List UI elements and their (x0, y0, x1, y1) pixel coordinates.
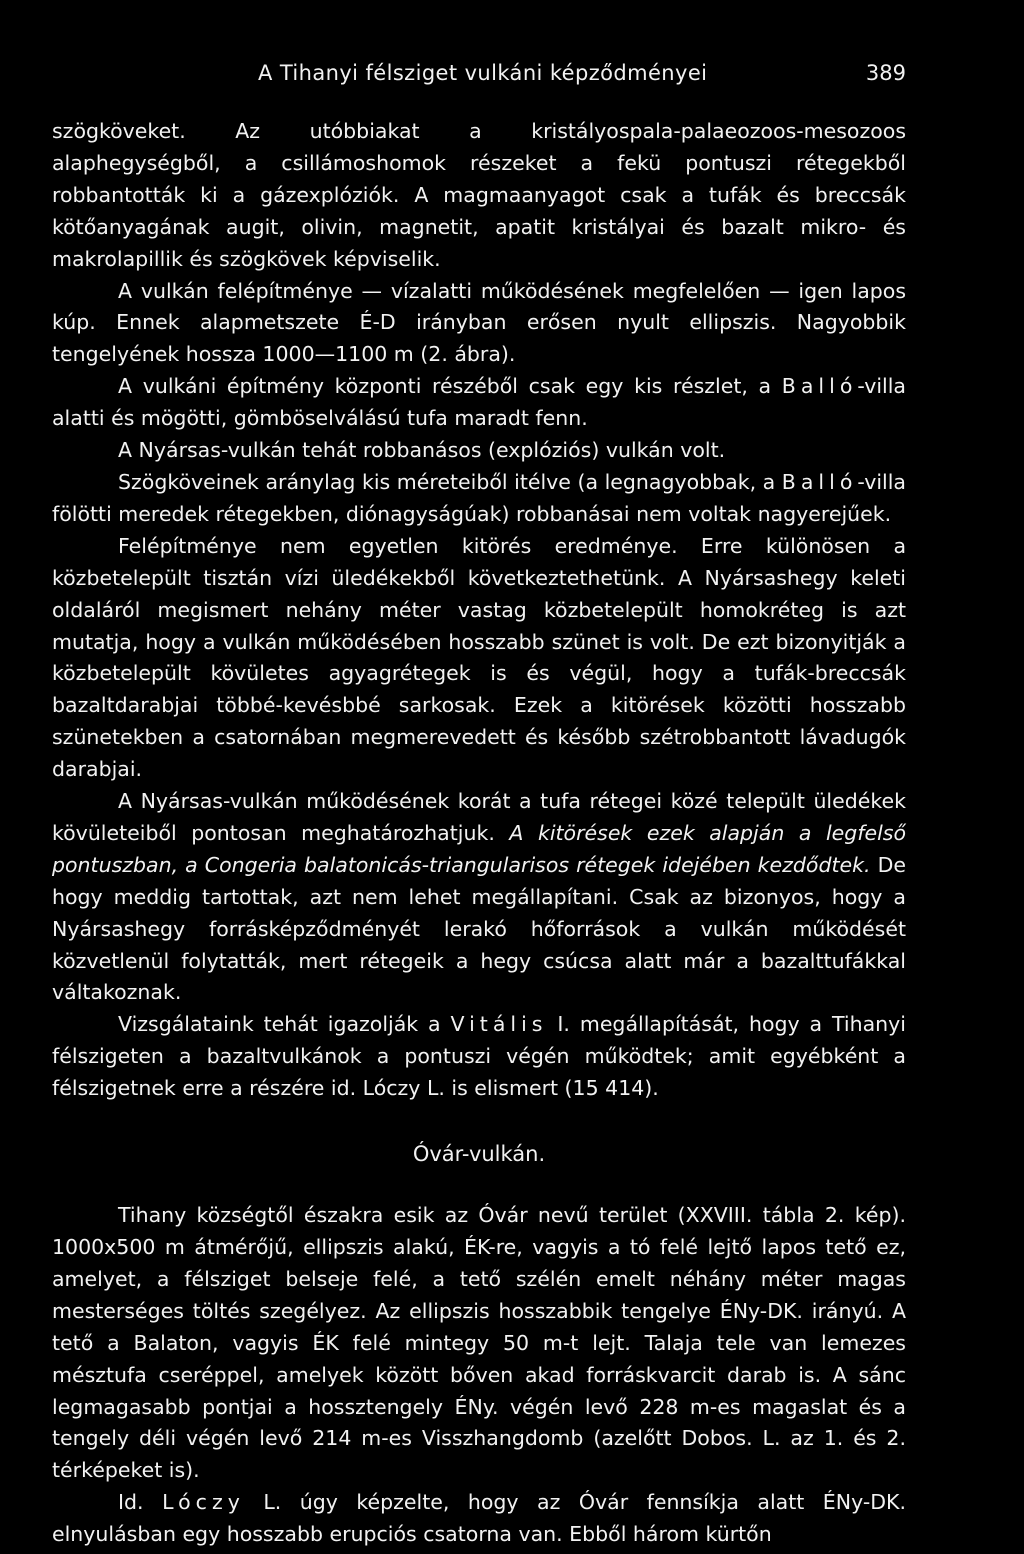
paragraph (52, 786, 906, 1009)
spaced-name: Balló (781, 374, 858, 399)
paragraph (52, 435, 906, 467)
running-header (258, 58, 906, 88)
spaced-name: Lóczy (162, 1490, 245, 1515)
text-run: De hogy meddig tartottak, azt nem lehet megállapítani. Csak az bizonyos, hogy a Nyársashegy forrásképződményét lerakó hőforrások a vulkán működését közvetlenül folytatták, mert rétegeik a hegy csúcsa alatt már a bazalttufákkal váltakoznak. (52, 852, 906, 1005)
text-run: -villa fölötti meredek rétegekben, diónagyságúak) robbanásai nem voltak nagyerejűek. (52, 469, 906, 526)
text-run: Felépítménye nem egyetlen kitörés eredménye. Erre különösen a közbetelepült tisztán vízi üledékekből következtethetünk. A Nyársashegy keleti oldaláról megismert nehány méter vastag közbetelepült homokréteg is azt mutatja, hogy a vulkán működésében hosszabb szünet is volt. De ezt bizonyitják a közbetelepült kövületes agyagrétegek is és végül, hogy a tufák-breccsák bazaltdarabjai többé-kevésbbé sarkosak. Ezek a kitörések közötti hosszabb szünetekben a csatornában megmerevedett és később szétrobbantott lávadugók darabjai. (52, 533, 906, 782)
paragraph (52, 531, 906, 786)
italic-text: A kitörések ezek alapján a legfelső pontuszban, a Congeria balatonicás-triangularisos rétegek idejében kezdődtek. (52, 820, 907, 877)
text-run: Id. (118, 1490, 163, 1515)
paragraph (52, 467, 906, 531)
paragraph (52, 1200, 906, 1487)
paragraph (52, 116, 906, 276)
text-run: -villa alatti és mögötti, gömböselválású tufa maradt fenn. (52, 374, 906, 431)
text-run: I. megállapítását, hogy a Tihanyi félszigeten a bazaltvulkánok a pontuszi végén működtek; amit egyébként a félszigetnek erre a részére id. Lóczy L. is elismert (15 414). (52, 1012, 906, 1101)
text-run: szögköveket. Az utóbbiakat a kristályospala-palaeozoos-mesozoos alaphegységből, a csillámoshomok részeket a fekü pontuszi rétegekből robbantották ki a gázexplóziók. A magmaanyagot csak a tufák és breccsák kötőanyagának augit, olivin, magnetit, apatit kristályai és bazalt mikro- és makrolapillik és szögkövek képviselik. (52, 119, 906, 271)
running-title: A Tihanyi félsziget vulkáni képződményei (258, 61, 708, 85)
text-run: A vulkán felépítménye — vízalatti működésének megfelelően — igen lapos kúp. Ennek alapmetszete É-D irányban erősen nyult ellipszis. Nagyobbik tengelyének hossza 1000—1100 m (2. ábra). (52, 278, 906, 367)
paragraphs-after (52, 1200, 906, 1551)
text-run: L. úgy képzelte, hogy az Óvár fennsíkja alatt ÉNy-DK. elnyulásban egy hosszabb erupciós csatorna van. Ebből három kürtőn (52, 1490, 907, 1547)
spaced-name: Vitális (450, 1012, 548, 1037)
body-text (52, 116, 906, 1551)
text-run: A Nyársas-vulkán tehát robbanásos (explóziós) vulkán volt. (118, 438, 726, 463)
paragraphs-before (52, 116, 906, 1105)
text-run: Vizsgálataink tehát igazolják a (118, 1012, 451, 1037)
paragraph (52, 276, 906, 372)
page-number: 389 (865, 61, 906, 85)
text-run: Szögköveinek aránylag kis méreteiből itélve (a legnagyobbak, a (118, 469, 782, 494)
paragraph (52, 371, 906, 435)
text-run: A Nyársas-vulkán működésének korát a tufa rétegei közé települt üledékek kövületeiből pontosan meghatározhatjuk. (52, 789, 906, 845)
text-run: Tihany községtől északra esik az Óvár nevű terület (XXVIII. tábla 2. kép). 1000x500 m átmérőjű, ellipszis alakú, ÉK-re, vagyis a tó felé lejtő lapos tető ez, amelyet, a félsziget belseje felé, a tető szélén emelt néhány méter magas mesterséges töltés szegélyez. Az ellipszis hosszabbik tengelye ÉNy-DK. irányú. A tető a Balaton, vagyis ÉK felé mintegy 50 m-t lejt. Talaja tele van lemezes mésztufa cseréppel, amelyek között bőven akad forráskvarcit darab is. A sánc legmagasabb pontjai a hossztengely ÉNy. végén levő 228 m-es magaslat és a tengely déli végén levő 214 m-es Visszhangdomb (azelőtt Dobos. L. az 1. és 2. térképeket is). (52, 1203, 906, 1483)
paragraph (52, 1487, 906, 1551)
paragraph (52, 1009, 906, 1105)
section-heading: Óvár-vulkán. (412, 1142, 546, 1167)
spaced-name: Balló (781, 469, 858, 494)
text-run: A vulkáni építmény központi részéből csak egy kis részlet, a (118, 374, 782, 399)
